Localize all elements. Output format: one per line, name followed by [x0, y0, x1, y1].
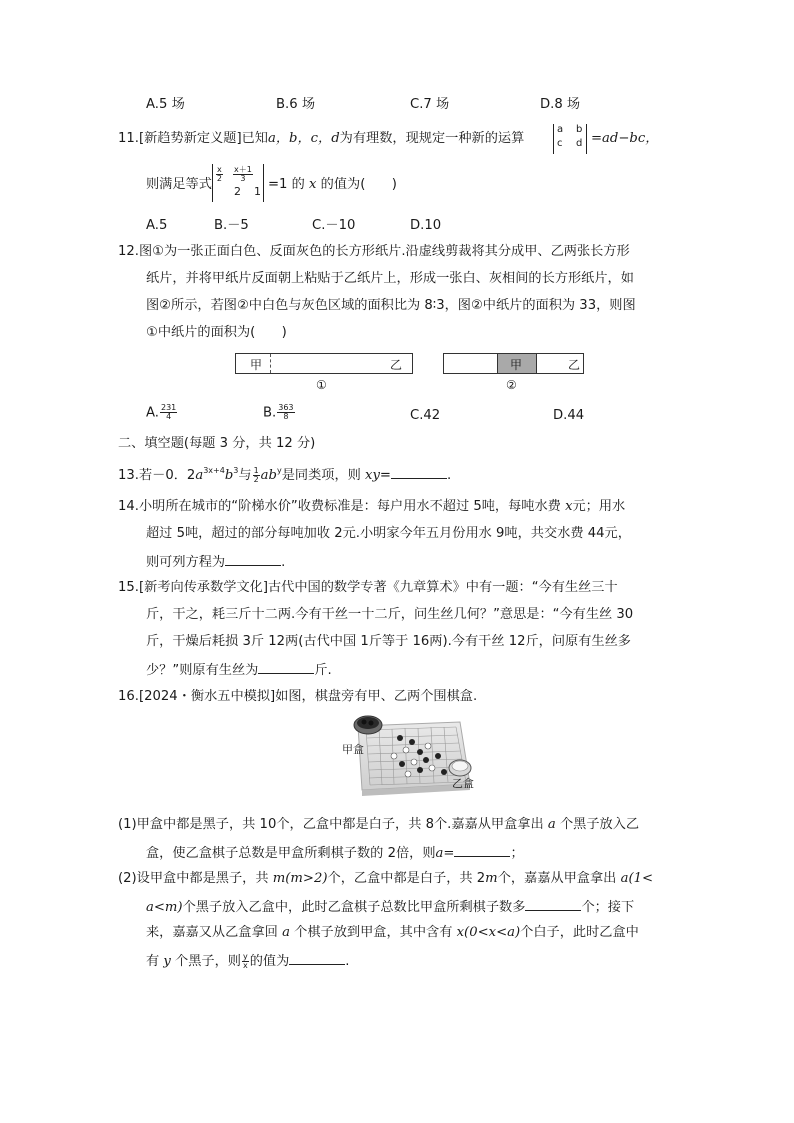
q11-option-d: D.10 — [410, 218, 442, 233]
q11-tag: [新趋势新定义题] — [138, 131, 242, 146]
q16-part1-line1: (1)甲盒中都是黑子，共 10个，乙盒中都是白子，共 8个.嘉嘉从甲盒拿出 a 个黑子放入乙 — [118, 817, 640, 832]
q11-det-b: b — [576, 124, 583, 135]
q16-part2-answer-blank-1[interactable] — [525, 898, 581, 911]
q16-part1-answer-blank[interactable] — [454, 844, 510, 857]
q11-m12: $\frac{x+1}{3}$ — [234, 165, 252, 183]
q16-part1-line2: 盒，使乙盒棋子总数是甲盒所剩棋子数的 2倍，则a= ； — [146, 846, 524, 861]
q12-option-c: C.42 — [410, 408, 441, 423]
q11-option-b: B.－5 — [214, 218, 249, 233]
q11-option-a: A.5 — [146, 218, 168, 233]
q11-det-a: a — [557, 124, 564, 135]
q15-line1: 15.[新考向传承数学文化]古代中国的数学专著《九章算术》中有一题：“今有生丝三十 — [118, 580, 618, 595]
jia-box-label: 甲盒 — [342, 743, 364, 756]
q12-figure-1-label: ① — [316, 378, 327, 392]
q11-determinant-eq — [212, 164, 264, 202]
q10-option-d: D.8 场 — [540, 97, 581, 112]
q10-option-a: A.5 场 — [146, 97, 185, 112]
q12-figure-1-cut-line — [270, 354, 271, 373]
q12-line3: 图②所示，若图②中白色与灰色区域的面积比为 8∶3，图②中纸片的面积为 33，则图 — [146, 298, 636, 313]
q12-line1: 12.图①为一张正面白色、反面灰色的长方形纸片.沿虚线剪裁将其分成甲、乙两张长方形 — [118, 244, 630, 259]
q12-figure-2-yi: 乙 — [568, 358, 581, 372]
q16-part2-line4: 有 y 个黑子，则 $\frac{y}{x}$ 的值为 . — [146, 951, 350, 970]
q13-answer-blank[interactable] — [391, 466, 447, 479]
q12-option-b: B. $\frac{363}{8}$ — [263, 403, 294, 421]
q12-figure-2-label: ② — [506, 378, 517, 392]
go-board-illustration — [340, 712, 484, 804]
q14-line1: 14.小明所在城市的“阶梯水价”收费标准是：每户用水不超过 5吨，每吨水费 x元；用水 — [118, 499, 626, 514]
q15-answer-blank[interactable] — [258, 661, 314, 674]
q10-option-b: B.6 场 — [276, 97, 316, 112]
q12-option-a: A. $\frac{231}{4}$ — [146, 403, 177, 421]
q12-figure-1 — [235, 353, 413, 374]
q11-determinant-def — [553, 124, 587, 154]
q12-option-d: D.44 — [553, 408, 585, 423]
q11-vars: a，b，c，d — [267, 131, 340, 146]
section-2-heading: 二、填空题(每题 3 分，共 12 分) — [118, 436, 316, 451]
q14-answer-blank[interactable] — [225, 553, 281, 566]
q11-number: 11. — [118, 131, 139, 146]
q11-det-d: d — [576, 138, 583, 149]
jia-box-bowl — [354, 716, 382, 734]
q12-figure-1-yi: 乙 — [390, 358, 403, 372]
q11-stem-2: 为有理数，现规定一种新的运算 — [339, 131, 525, 146]
q11-m11: $\frac{x}{2}$ — [216, 165, 222, 183]
q14-line2: 超过 5吨，超过的部分每吨加收 2元.小明家今年五月份用水 9吨，共交水费 44元， — [146, 526, 631, 541]
q16-part2-answer-blank-2[interactable] — [289, 952, 345, 965]
q11-line2-post: =1 的 x 的值为( ) — [268, 177, 397, 192]
q11-line1 — [118, 131, 524, 147]
q15-line3: 斤，干燥后耗损 3斤 12两(古代中国 1斤等于 16两).今有干丝 12斤，问原有生丝多 — [146, 634, 631, 649]
q11-option-c: C.－10 — [312, 218, 356, 233]
q11-stem-1: 已知 — [241, 131, 268, 146]
q11-rule: =ad−bc， — [591, 131, 659, 146]
q10-option-c: C.7 场 — [410, 97, 450, 112]
q16-part2-line2: a<m)个黑子放入乙盒中，此时乙盒棋子总数比甲盒所剩棋子数多 个；接下 — [146, 900, 635, 915]
q11-m22: 1 — [254, 185, 261, 198]
q15-line2: 斤，干之，耗三斤十二两.今有干丝一十二斤，问生丝几何？”意思是：“今有生丝 30 — [146, 607, 634, 622]
q16-part2-line1: (2)设甲盒中都是黑子，共 m(m>2)个，乙盒中都是白子，共 2m个，嘉嘉从甲盒拿出 a(1< — [118, 871, 654, 886]
q16-line1: 16.[2024・衡水五中模拟]如图，棋盘旁有甲、乙两个围棋盒. — [118, 689, 478, 704]
q14-line3: 则可列方程为 . — [146, 555, 286, 570]
q15-line4: 少？”则原有生丝为 斤. — [146, 663, 332, 678]
q11-m21: 2 — [234, 185, 241, 198]
q12-figure-2-jia: 甲 — [510, 358, 523, 372]
q11-line2-pre: 则满足等式 — [146, 177, 212, 192]
q12-line4: ①中纸片的面积为( ) — [146, 325, 287, 340]
q16-part2-line3: 来，嘉嘉又从乙盒拿回 a 个棋子放到甲盒，其中含有 x(0<x<a)个白子，此时乙盒中 — [146, 925, 639, 940]
q11-det-c: c — [557, 138, 563, 149]
q13-line: 13.若－0．$2a^{3x+4}b^3$与 $\frac{1}{2}$ $ab^y$是同类项，则 xy= . — [118, 465, 452, 484]
q12-figure-2 — [443, 353, 584, 374]
yi-box-bowl — [449, 760, 471, 776]
q12-figure-1-jia: 甲 — [250, 358, 263, 372]
q12-line2: 纸片，并将甲纸片反面朝上粘贴于乙纸片上，形成一张白、灰相间的长方形纸片，如 — [146, 271, 634, 286]
yi-box-label: 乙盒 — [452, 777, 474, 790]
